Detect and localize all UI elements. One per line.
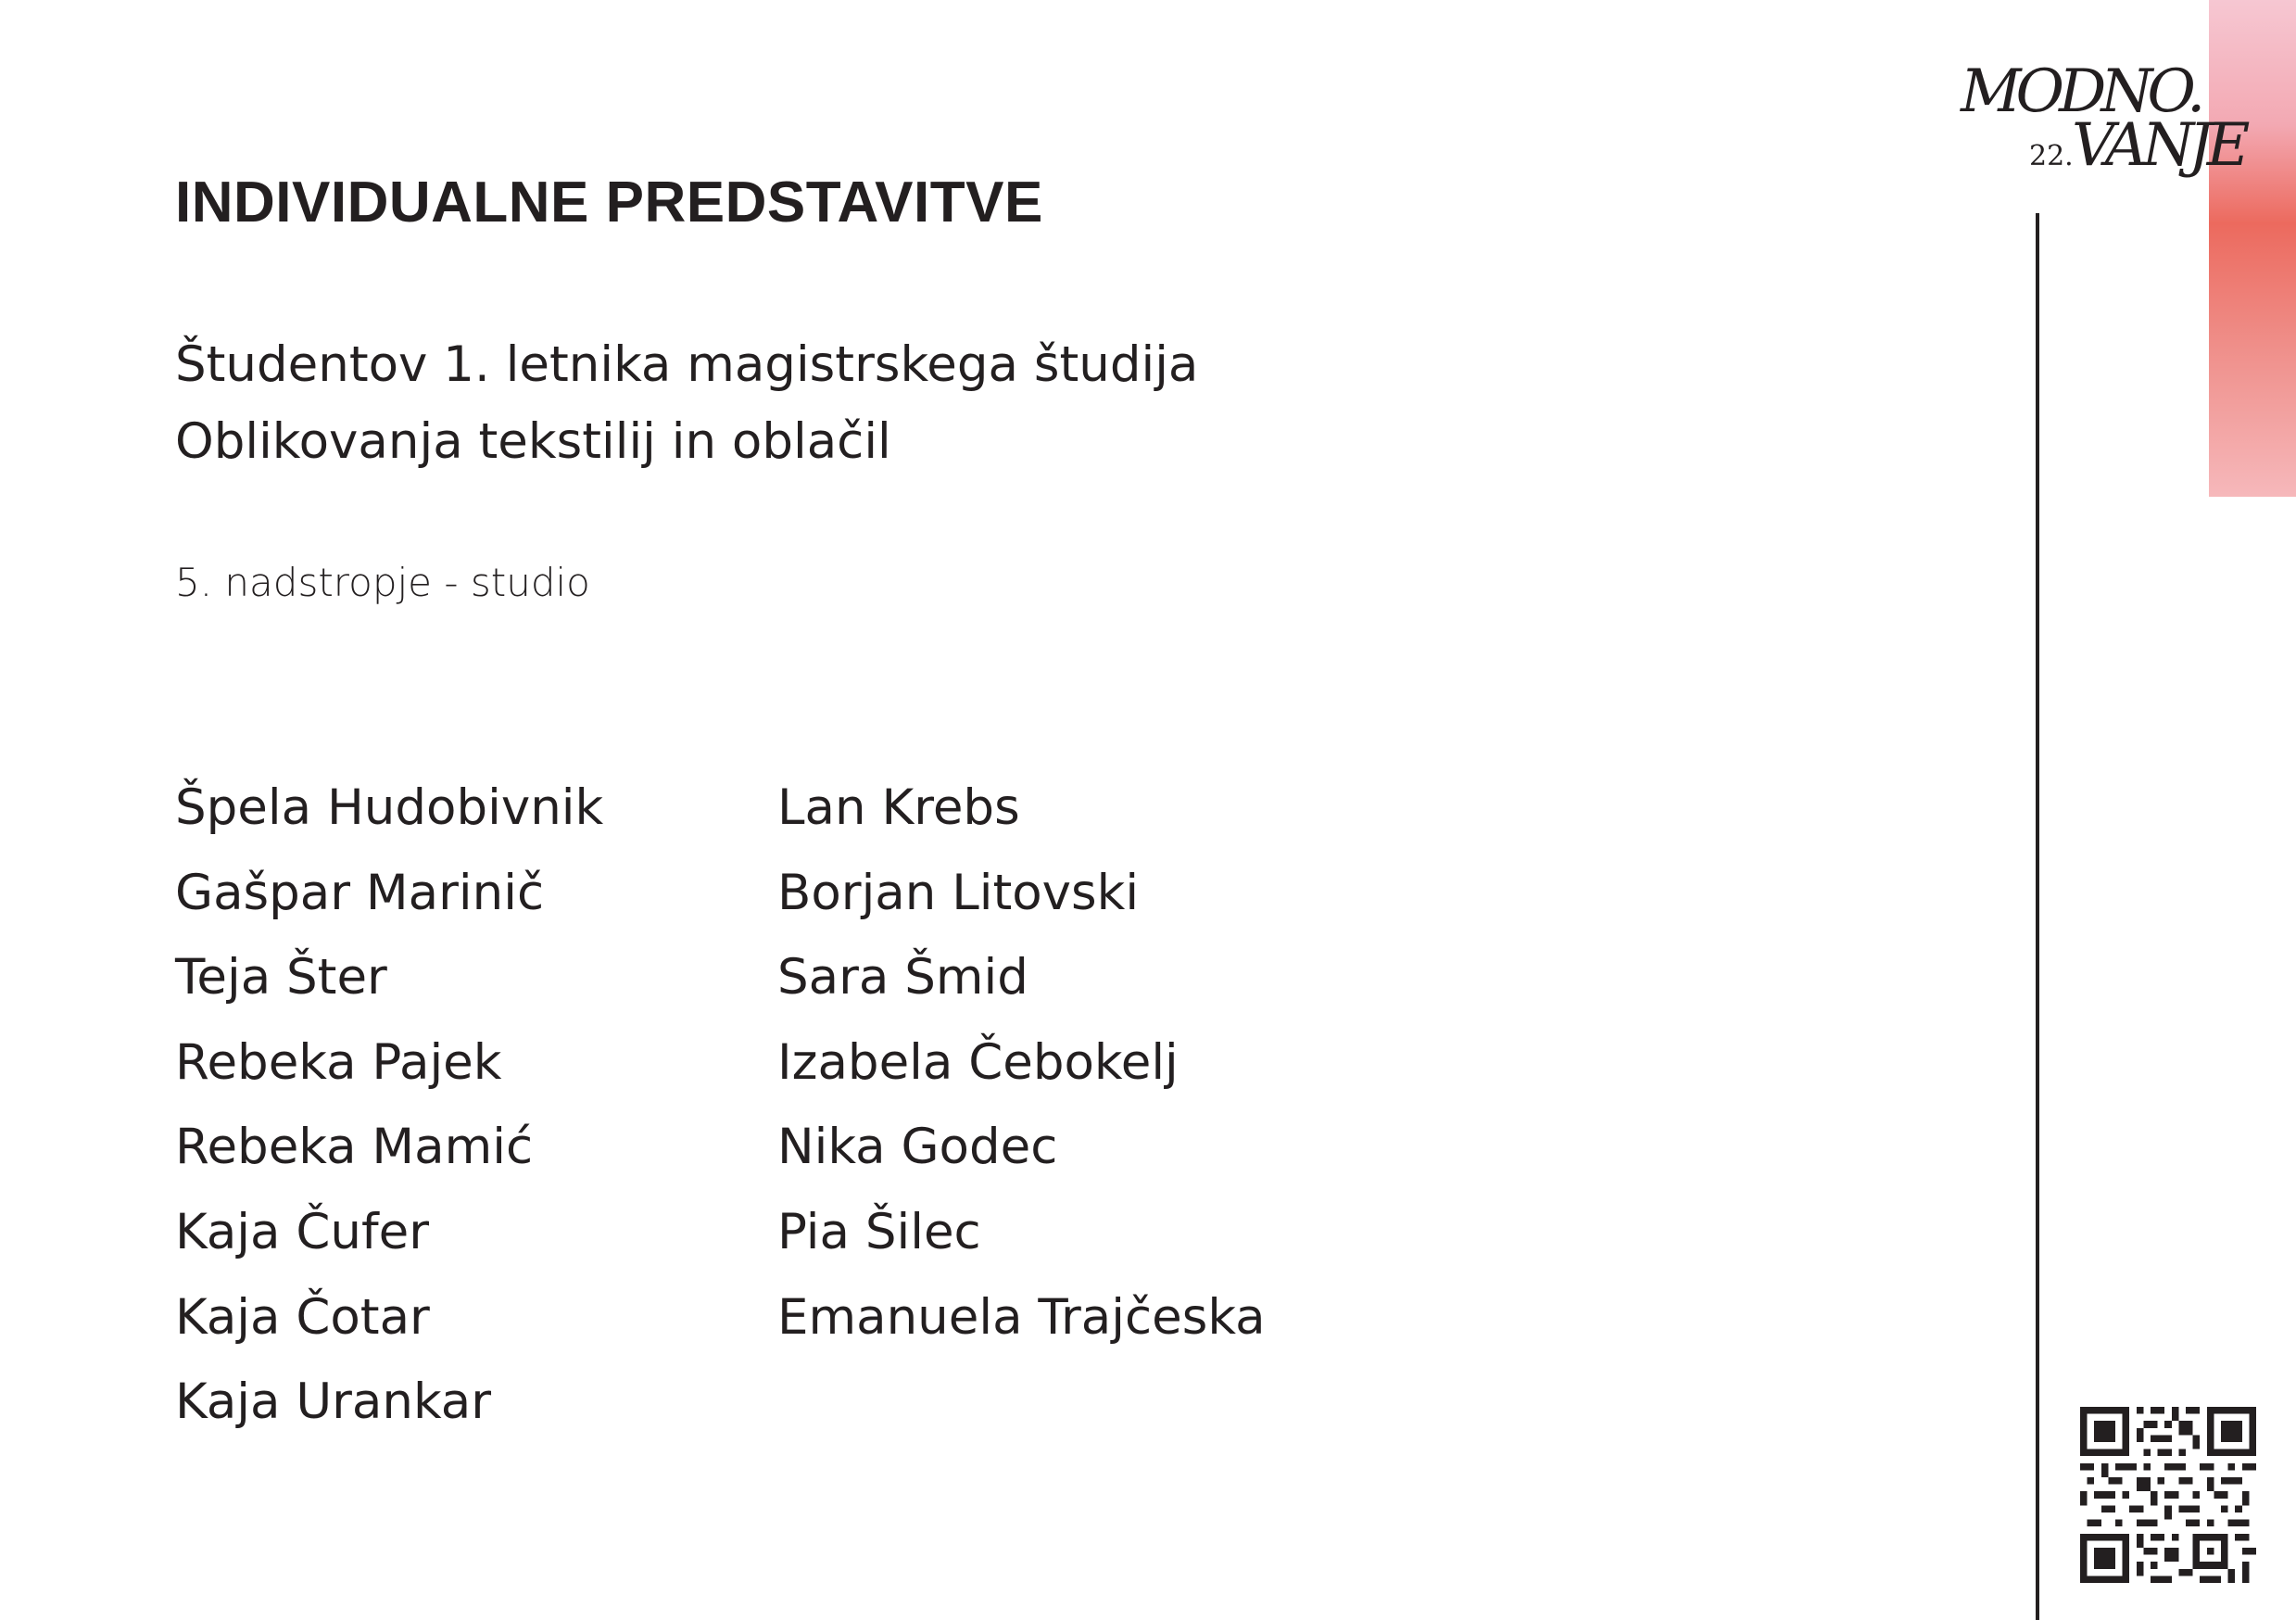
student-name: Borjan Litovski xyxy=(777,864,1140,921)
student-name: Rebeka Pajek xyxy=(175,1033,502,1091)
subtitle-line-1: Študentov 1. letnika magistrskega študija xyxy=(175,336,1199,393)
student-name: Nika Godec xyxy=(777,1119,1058,1176)
student-name: Rebeka Mamić xyxy=(175,1119,534,1176)
student-name: Kaja Čufer xyxy=(175,1203,430,1260)
students-left-column xyxy=(175,766,603,1445)
logo-line2: VANJE xyxy=(2072,111,2245,180)
page-title: INDIVIDUALNE PREDSTAVITVE xyxy=(175,171,1043,234)
student-name: Pia Šilec xyxy=(777,1203,981,1260)
logo-number: 22. xyxy=(2029,140,2074,172)
student-name: Gašpar Marinič xyxy=(175,864,545,921)
student-name: Kaja Čotar xyxy=(175,1288,430,1346)
modno-vanje-logo xyxy=(1955,46,2270,185)
qr-code[interactable] xyxy=(2080,1407,2256,1583)
subtitle xyxy=(175,326,1198,480)
logo-line1: MODNO. xyxy=(1961,57,2201,126)
student-name: Kaja Urankar xyxy=(175,1373,492,1431)
student-name: Sara Šmid xyxy=(777,949,1028,1006)
vertical-divider xyxy=(2036,213,2039,1620)
students-right-column xyxy=(777,766,1266,1360)
student-name: Teja Šter xyxy=(175,949,387,1006)
student-name: Špela Hudobivnik xyxy=(175,779,604,836)
student-name: Lan Krebs xyxy=(777,779,1020,836)
student-name: Izabela Čebokelj xyxy=(777,1033,1179,1091)
student-name: Emanuela Trajčeska xyxy=(777,1288,1266,1346)
location: 5. nadstropje - studio xyxy=(175,560,590,605)
subtitle-line-2: Oblikovanja tekstilij in oblačil xyxy=(175,413,891,470)
